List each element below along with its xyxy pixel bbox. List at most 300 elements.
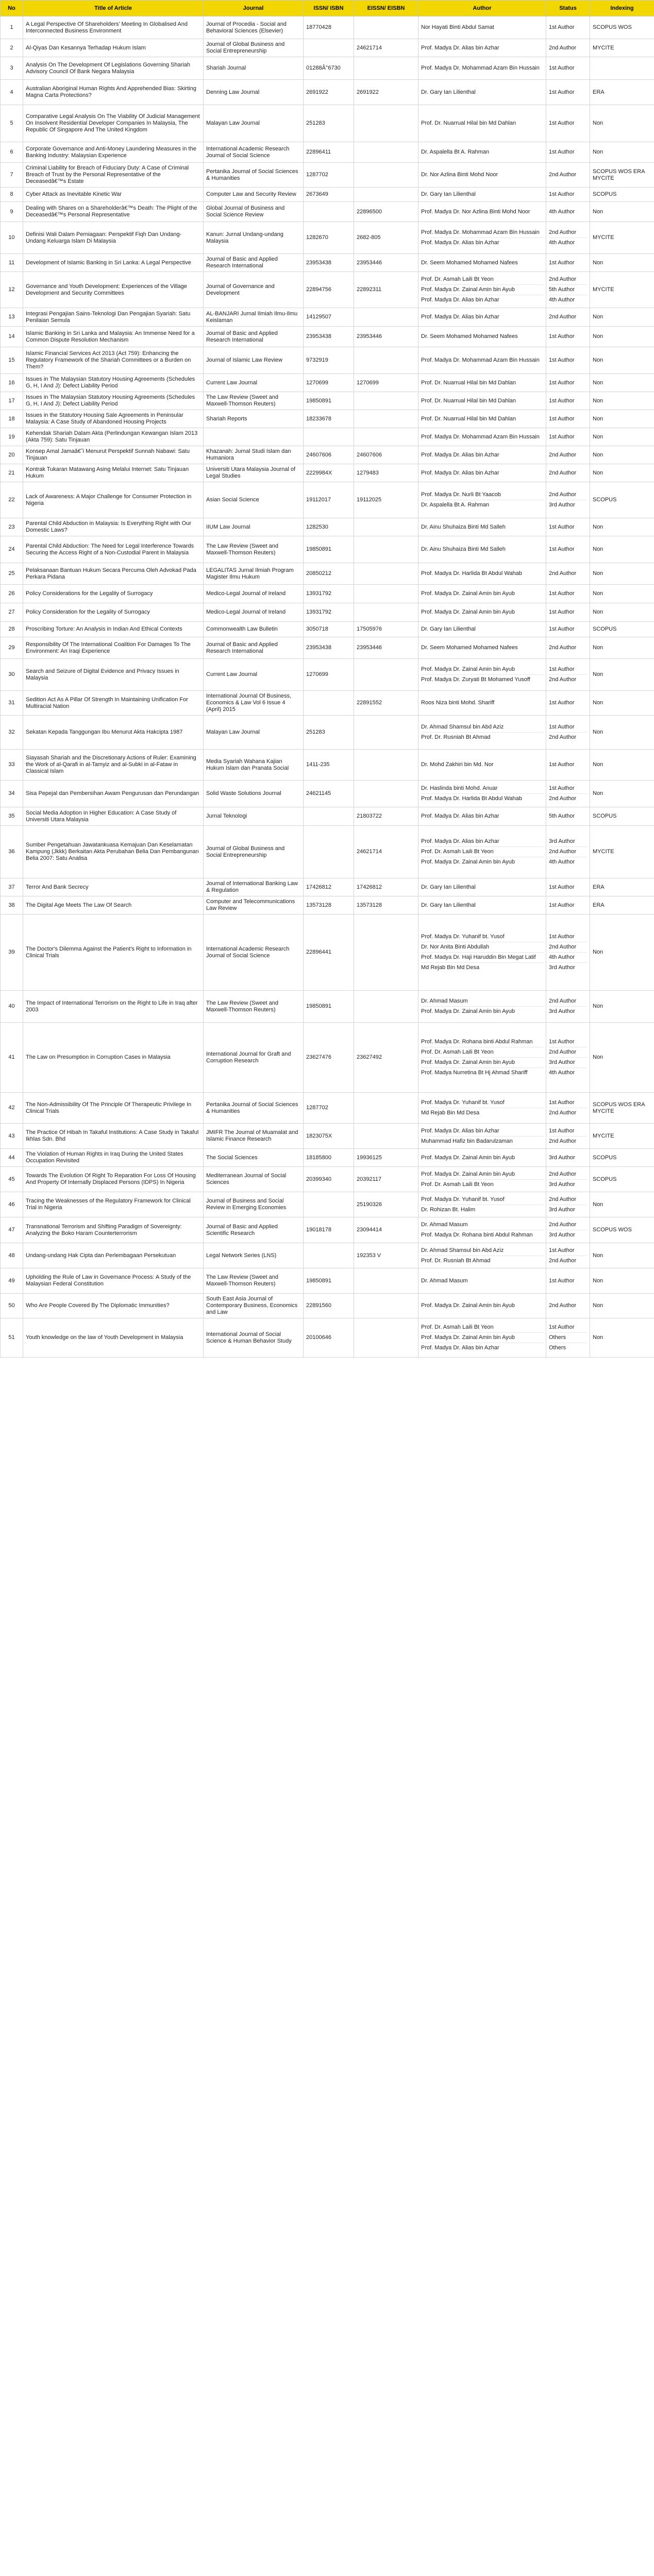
author-status: 2nd Author <box>549 645 577 651</box>
eissn-value: 22896500 <box>354 202 418 222</box>
author-status: 1st Author <box>549 89 575 95</box>
author-name: Prof. Dr. Nuarrual Hilal bin Md Dahlan <box>421 397 516 404</box>
status-cell <box>546 1268 590 1294</box>
author-status: 1st Author <box>549 191 575 197</box>
table-row <box>1 659 654 691</box>
author-status: 2nd Author <box>549 676 577 683</box>
table-row <box>1 585 654 603</box>
row-number: 28 <box>1 622 23 637</box>
indexing-value: Non <box>590 347 654 374</box>
issn-value: 14129507 <box>304 308 354 327</box>
author-status: 1st Author <box>549 761 575 768</box>
article-title: Al-Qiyas Dan Kesannya Terhadap Hukum Islam <box>23 39 204 57</box>
author-status: 2nd Author <box>549 275 587 285</box>
status-cell <box>546 914 590 991</box>
author-name: Prof. Madya Dr. Zainal Amin bin Ayub <box>421 1302 515 1309</box>
issn-value: 2691922 <box>304 80 354 105</box>
issn-value <box>304 202 354 222</box>
issn-value <box>304 691 354 716</box>
issn-value: 13573128 <box>304 896 354 914</box>
author-status: 1st Author <box>549 1126 587 1137</box>
issn-value: 1270699 <box>304 659 354 691</box>
indexing-value: Non <box>590 991 654 1023</box>
row-number: 20 <box>1 446 23 464</box>
table-row <box>1 16 654 39</box>
author-name: Prof. Dr. Nuarrual Hilal bin Md Dahlan <box>421 379 516 386</box>
journal-name: The Law Review (Sweet and Maxwell-Thomson Reuters) <box>204 536 304 563</box>
eissn-value <box>354 781 418 807</box>
author-cell <box>418 1167 546 1192</box>
journal-name: Solid Waste Solutions Journal <box>204 781 304 807</box>
indexing-value: Non <box>590 750 654 781</box>
author-status: 2nd Author <box>549 1302 577 1309</box>
indexing-value: Non <box>590 1268 654 1294</box>
author-status: 2nd Author <box>549 44 577 51</box>
journal-name: The Law Review (Sweet and Maxwell-Thomson Reuters) <box>204 392 304 410</box>
author-cell <box>418 105 546 142</box>
indexing-value: Non <box>590 536 654 563</box>
author-status: 4th Author <box>549 953 587 963</box>
issn-value <box>304 1192 354 1217</box>
journal-name: Computer Law and Security Review <box>204 188 304 202</box>
author-name: Prof. Madya Dr. Zainal Amin bin Ayub <box>421 859 515 865</box>
indexing-value: MYCITE <box>590 222 654 254</box>
table-row <box>1 446 654 464</box>
table-row <box>1 105 654 142</box>
status-cell <box>546 807 590 826</box>
status-cell <box>546 896 590 914</box>
indexing-value <box>590 57 654 80</box>
article-title: Australian Aboriginal Human Rights And Apprehended Bias: Skirting Magna Carta Protections? <box>23 80 204 105</box>
author-status: 2nd Author <box>549 795 577 802</box>
eissn-value: 1279483 <box>354 464 418 482</box>
journal-name: LEGALITAS Jurnal Ilmiah Program Magister Ilmu Hukum <box>204 563 304 585</box>
author-status: 2nd Author <box>549 1110 577 1116</box>
issn-value: 2673649 <box>304 188 354 202</box>
status-cell <box>546 563 590 585</box>
eissn-value: 20392117 <box>354 1167 418 1192</box>
author-cell <box>418 80 546 105</box>
table-row <box>1 163 654 188</box>
issn-value: 24621145 <box>304 781 354 807</box>
row-number: 19 <box>1 428 23 446</box>
table-row <box>1 202 654 222</box>
indexing-value: Non <box>590 446 654 464</box>
eissn-value <box>354 585 418 603</box>
author-cell <box>418 781 546 807</box>
table-row <box>1 1093 654 1124</box>
author-cell <box>418 254 546 272</box>
issn-value: 9732919 <box>304 347 354 374</box>
eissn-value: 17505976 <box>354 622 418 637</box>
author-status: 2nd Author <box>549 734 577 740</box>
status-cell <box>546 308 590 327</box>
status-cell <box>546 1023 590 1093</box>
row-number: 38 <box>1 896 23 914</box>
issn-value: 23627476 <box>304 1023 354 1093</box>
row-number: 15 <box>1 347 23 374</box>
row-number: 2 <box>1 39 23 57</box>
row-number: 18 <box>1 410 23 428</box>
author-name: Dr. Rohizan Bt. Halim <box>421 1206 476 1213</box>
table-row <box>1 1149 654 1167</box>
author-status: 5th Author <box>549 285 587 295</box>
author-cell <box>418 536 546 563</box>
author-name: Dr. Aspalella Bt A. Rahman <box>421 149 490 155</box>
article-title: The Violation of Human Rights in Iraq During the United States Occupation Revisited <box>23 1149 204 1167</box>
author-status: 1st Author <box>549 1037 587 1047</box>
issn-value: 23953438 <box>304 327 354 347</box>
journal-name: Shariah Journal <box>204 57 304 80</box>
table-row <box>1 896 654 914</box>
row-number: 34 <box>1 781 23 807</box>
header-journal: Journal <box>204 1 304 16</box>
author-status: 2nd Author <box>549 942 587 953</box>
journal-name: Malayan Law Journal <box>204 716 304 750</box>
author-name: Dr. Gary Ian Lilienthal <box>421 191 476 197</box>
status-cell <box>546 1167 590 1192</box>
author-status: 3rd Author <box>549 1058 587 1068</box>
row-number: 9 <box>1 202 23 222</box>
author-name: Prof. Madya Dr. Alias bin Azhar <box>421 469 499 476</box>
indexing-value: ERA <box>590 80 654 105</box>
article-title: Siayasah Shariah and the Discretionary Actions of Ruler: Examining the Work of al-Qarafi in al-Tamyiz and al-Subki in al-Fataw in Classical Islam <box>23 750 204 781</box>
status-cell <box>546 878 590 896</box>
author-status: 1st Author <box>549 1098 587 1108</box>
author-cell <box>418 464 546 482</box>
status-cell <box>546 57 590 80</box>
author-name: Prof. Madya Dr. Zainal Amin bin Ayub <box>421 1154 515 1161</box>
row-number: 12 <box>1 272 23 308</box>
journal-name: Pertanika Journal of Social Sciences & Humanities <box>204 163 304 188</box>
table-row <box>1 914 654 991</box>
author-status: 1st Author <box>549 1323 587 1333</box>
eissn-value <box>354 163 418 188</box>
author-name: Prof. Madya Nurretina Bt Hj Ahmad Shariff <box>421 1070 528 1076</box>
eissn-value <box>354 518 418 536</box>
author-status: 4th Author <box>549 240 575 246</box>
row-number: 14 <box>1 327 23 347</box>
table-row <box>1 1217 654 1243</box>
issn-value: 19850891 <box>304 1268 354 1294</box>
author-name: Prof. Madya Dr. Zainal Amin bin Ayub <box>421 665 543 675</box>
author-status: 3rd Author <box>549 1008 575 1014</box>
author-status: 1st Author <box>549 357 575 363</box>
journal-name: The Law Review (Sweet and Maxwell-Thomson Reuters) <box>204 1268 304 1294</box>
author-name: Prof. Madya Dr. Mohammad Azam Bin Hussain <box>421 357 540 363</box>
journal-name: Denning Law Journal <box>204 80 304 105</box>
author-status: 1st Author <box>549 722 587 733</box>
article-title: Kontrak Tukaran Matawang Asing Melalui Internet: Satu Tinjauan Hukum <box>23 464 204 482</box>
indexing-value: Non <box>590 308 654 327</box>
author-status: 1st Author <box>549 1277 575 1284</box>
author-status: 1st Author <box>549 700 575 706</box>
indexing-value: Non <box>590 637 654 659</box>
indexing-value: MYCITE <box>590 272 654 308</box>
author-status: 2nd Author <box>549 1170 587 1180</box>
indexing-value: Non <box>590 410 654 428</box>
article-title: Dealing with Shares on a Shareholderâ€™s Death: The Plight of the Deceasedâ€™s Personal Representative <box>23 202 204 222</box>
article-title: Pelaksanaan Bantuan Hukum Secara Percuma Oleh Advokad Pada Perkara Pidana <box>23 563 204 585</box>
indexing-value: Non <box>590 105 654 142</box>
author-status: 3rd Author <box>549 1206 575 1213</box>
author-cell <box>418 750 546 781</box>
article-title: Issues in The Malaysian Statutory Housing Agreements (Schedules G, H, I And J): Defect Liability Period <box>23 392 204 410</box>
issn-value: 1270699 <box>304 374 354 392</box>
eissn-value <box>354 659 418 691</box>
journal-name <box>204 428 304 446</box>
table-row <box>1 1192 654 1217</box>
author-status: 3rd Author <box>549 1154 575 1161</box>
author-name: Prof. Dr. Nuarrual Hilal bin Md Dahlan <box>421 120 516 126</box>
author-status: 3rd Author <box>549 1232 575 1238</box>
journal-name: Journal of Global Business and Social Entrepreneurship <box>204 826 304 878</box>
status-cell <box>546 750 590 781</box>
eissn-value <box>354 603 418 622</box>
issn-value: 251283 <box>304 716 354 750</box>
indexing-value: Non <box>590 1243 654 1268</box>
journal-name: International Academic Research Journal of Social Science <box>204 142 304 163</box>
row-number: 37 <box>1 878 23 896</box>
author-status: 1st Author <box>549 590 575 597</box>
row-number: 27 <box>1 603 23 622</box>
journal-name: Commonwealth Law Bulletin <box>204 622 304 637</box>
author-name: Dr. Gary Ian Lilienthal <box>421 89 476 95</box>
author-name: Prof. Madya Dr. Rohana binti Abdul Rahman <box>421 1232 533 1238</box>
author-status: 5th Author <box>549 813 575 819</box>
author-name: Prof. Madya Dr. Mohammad Azam Bin Hussain <box>421 228 543 238</box>
eissn-value <box>354 57 418 80</box>
table-row <box>1 536 654 563</box>
table-row <box>1 1268 654 1294</box>
journal-name: Current Law Journal <box>204 374 304 392</box>
author-cell <box>418 914 546 991</box>
author-cell <box>418 878 546 896</box>
indexing-value: ERA <box>590 878 654 896</box>
eissn-value <box>354 428 418 446</box>
row-number: 33 <box>1 750 23 781</box>
article-title: Kehendak Shariah Dalam Akta (Perlindungan Kewangan Islam 2013 (Akta 759): Satu Tinjauan <box>23 428 204 446</box>
author-name: Prof. Dr. Asmah Laili Bt Yeon <box>421 275 543 285</box>
author-name: Prof. Madya Dr. Zuryati Bt Mohamed Yusoff <box>421 676 530 683</box>
article-title: Islamic Financial Services Act 2013 (Act 759): Enhancing the Regulatory Framework of the Shariah Committees or a Burden on Them? <box>23 347 204 374</box>
author-name: Prof. Madya Dr. Alias bin Azhar <box>421 451 499 458</box>
status-cell <box>546 518 590 536</box>
table-header-row <box>1 1 654 16</box>
author-name: Prof. Madya Dr. Zainal Amin bin Ayub <box>421 285 543 295</box>
author-name: Dr. Gary Ian Lilienthal <box>421 902 476 908</box>
journal-name: Journal of Islamic Law Review <box>204 347 304 374</box>
journal-name: Medico-Legal Journal of Ireland <box>204 585 304 603</box>
header-indexing: Indexing <box>590 1 654 16</box>
table-row <box>1 80 654 105</box>
table-row <box>1 563 654 585</box>
article-title: Social Media Adoption in Higher Education: A Case Study of Universiti Utara Malaysia <box>23 807 204 826</box>
author-name: Dr. Ainu Shuhaiza Binti Md Salleh <box>421 523 506 530</box>
author-cell <box>418 637 546 659</box>
status-cell <box>546 374 590 392</box>
author-name: Nor Hayati Binti Abdul Samat <box>421 24 494 30</box>
eissn-value <box>354 105 418 142</box>
status-cell <box>546 446 590 464</box>
indexing-value: Non <box>590 716 654 750</box>
author-cell <box>418 691 546 716</box>
journal-name: Journal of Governance and Development <box>204 272 304 308</box>
status-cell <box>546 1124 590 1149</box>
author-status: 1st Author <box>549 523 575 530</box>
author-cell <box>418 1124 546 1149</box>
author-name: Prof. Madya Dr. Alias bin Azhar <box>421 837 543 847</box>
indexing-value: MYCITE <box>590 826 654 878</box>
author-status: 3rd Author <box>549 502 575 508</box>
table-row <box>1 327 654 347</box>
author-status: 1st Author <box>549 415 575 422</box>
status-cell <box>546 327 590 347</box>
author-cell <box>418 308 546 327</box>
author-status: 1st Author <box>549 379 575 386</box>
status-cell <box>546 1149 590 1167</box>
author-cell <box>418 1318 546 1358</box>
table-row <box>1 518 654 536</box>
eissn-value <box>354 410 418 428</box>
journal-name: Malayan Law Journal <box>204 105 304 142</box>
issn-value: 20100646 <box>304 1318 354 1358</box>
indexing-value: ERA <box>590 896 654 914</box>
journal-name: International Academic Research Journal of Social Science <box>204 914 304 991</box>
status-cell <box>546 482 590 518</box>
row-number: 30 <box>1 659 23 691</box>
author-name: Prof. Dr. Nuarrual Hilal bin Md Dahlan <box>421 415 516 422</box>
header-no: No <box>1 1 23 16</box>
row-number: 32 <box>1 716 23 750</box>
author-status: 4th Author <box>549 1070 575 1076</box>
article-title: Terror And Bank Secrecy <box>23 878 204 896</box>
author-status: 4th Author <box>549 859 575 865</box>
issn-value: 18185800 <box>304 1149 354 1167</box>
author-name: Roos Niza binti Mohd. Shariff <box>421 700 495 706</box>
row-number: 46 <box>1 1192 23 1217</box>
row-number: 26 <box>1 585 23 603</box>
author-cell <box>418 428 546 446</box>
indexing-value: SCOPUS WOS <box>590 16 654 39</box>
issn-value: 1411-235 <box>304 750 354 781</box>
issn-value: 23953438 <box>304 637 354 659</box>
journal-name: International Journal for Graft and Corruption Research <box>204 1023 304 1093</box>
author-name: Prof. Madya Dr. Alias bin Azhar <box>421 1345 499 1351</box>
eissn-value: 2682-805 <box>354 222 418 254</box>
status-cell <box>546 781 590 807</box>
author-status: 4th Author <box>549 297 575 303</box>
author-cell <box>418 1023 546 1093</box>
eissn-value <box>354 142 418 163</box>
table-row <box>1 622 654 637</box>
row-number: 49 <box>1 1268 23 1294</box>
author-name: Dr. Ahmad Masum <box>421 1220 543 1230</box>
table-row <box>1 1023 654 1093</box>
indexing-value: SCOPUS WOS ERA MYCITE <box>590 1093 654 1124</box>
table-row <box>1 1243 654 1268</box>
author-status: 1st Author <box>549 24 575 30</box>
author-status: 3rd Author <box>549 1181 575 1188</box>
journal-name: Pertanika Journal of Social Sciences & Humanities <box>204 1093 304 1124</box>
eissn-value <box>354 914 418 991</box>
issn-value: 23953438 <box>304 254 354 272</box>
header-title: Title of Article <box>23 1 204 16</box>
indexing-value: Non <box>590 1023 654 1093</box>
article-title: Sekatan Kepada Tanggungan Ibu Menurut Akta Hakcipta 1987 <box>23 716 204 750</box>
indexing-value: Non <box>590 585 654 603</box>
status-cell <box>546 202 590 222</box>
article-title: Undang-undang Hak Cipta dan Perlembagaan Persekutuan <box>23 1243 204 1268</box>
article-title: Search and Seizure of Digital Evidence and Privacy Issues in Malaysia <box>23 659 204 691</box>
eissn-value <box>354 1124 418 1149</box>
table-row <box>1 254 654 272</box>
author-status: 1st Author <box>549 932 587 942</box>
author-status: 2nd Author <box>549 1220 587 1230</box>
author-status: 2nd Author <box>549 1257 577 1264</box>
author-name: Prof. Madya Dr. Alias bin Azhar <box>421 813 499 819</box>
row-number: 3 <box>1 57 23 80</box>
indexing-value: Non <box>590 254 654 272</box>
article-title: Integrasi Pengajian Sains-Teknologi Dan Pengajian Syariah: Satu Penilaian Semula <box>23 308 204 327</box>
author-cell <box>418 1217 546 1243</box>
issn-value <box>304 1243 354 1268</box>
eissn-value: 23094414 <box>354 1217 418 1243</box>
eissn-value: 19936125 <box>354 1149 418 1167</box>
row-number: 48 <box>1 1243 23 1268</box>
table-row <box>1 750 654 781</box>
author-cell <box>418 896 546 914</box>
author-name: Prof. Dr. Asmah Laili Bt Yeon <box>421 847 543 857</box>
journal-name: Media Syariah Wahana Kajian Hukum Islam dan Pranata Social <box>204 750 304 781</box>
issn-value: 01288Â°6730 <box>304 57 354 80</box>
article-title: Issues in the Statutory Housing Sale Agreements in Peninsular Malaysia: A Case Study of Abandoned Housing Projects <box>23 410 204 428</box>
author-cell <box>418 272 546 308</box>
table-row <box>1 464 654 482</box>
status-cell <box>546 163 590 188</box>
row-number: 11 <box>1 254 23 272</box>
header-status: Status <box>546 1 590 16</box>
status-cell <box>546 1294 590 1318</box>
table-row <box>1 57 654 80</box>
issn-value: 3050718 <box>304 622 354 637</box>
status-cell <box>546 1093 590 1124</box>
author-name: Dr. Haslinda binti Mohd. Anuar <box>421 784 543 794</box>
status-cell <box>546 464 590 482</box>
indexing-value: Non <box>590 1192 654 1217</box>
author-status: 2nd Author <box>549 451 577 458</box>
article-title: Cyber Attack as Inevitable Kinetic War <box>23 188 204 202</box>
article-title: The Practice Of Hibah In Takaful Institutions: A Case Study in Takaful Ikhlas Sdn. Bhd <box>23 1124 204 1149</box>
table-row <box>1 222 654 254</box>
issn-value: 1287702 <box>304 1093 354 1124</box>
article-title: Transnational Terrorism and Shifting Paradigm of Sovereignty: Analyzing the Boko Haram Counterterrorism <box>23 1217 204 1243</box>
journal-name: Journal of Procedia - Social and Behavioral Sciences (Elsevier) <box>204 16 304 39</box>
article-title: Comparative Legal Analysis On The Viability Of Judicial Management On Insolvent Residential Developer Companies In Malaysia, The Republic Of Singapore And The United Kingdom <box>23 105 204 142</box>
author-name: Prof. Madya Dr. Zainal Amin bin Ayub <box>421 1058 543 1068</box>
journal-name: Kanun: Jurnal Undang-undang Malaysia <box>204 222 304 254</box>
article-title: Sumber Pengetahuan Jawatankuasa Kemajuan Dan Keselamatan Kampung (Jkkk) Berkaitan Akta Perubahan Belia Dan Pembangunan Belia 2007: Satu Analisa <box>23 826 204 878</box>
author-cell <box>418 716 546 750</box>
author-status: 2nd Author <box>549 172 577 178</box>
author-name: Dr. Gary Ian Lilienthal <box>421 626 476 632</box>
author-name: Dr. Seem Mohamed Mohamed Nafees <box>421 259 518 266</box>
journal-name: AL-BANJARI Jurnal Ilmiah Ilmu-Ilmu Keislaman <box>204 308 304 327</box>
author-status: 1st Author <box>549 1246 587 1256</box>
journal-name: South East Asia Journal of Contemporary Business, Economics and Law <box>204 1294 304 1318</box>
issn-value: 22894756 <box>304 272 354 308</box>
journal-name: Journal of Basic and Applied Scientific Research <box>204 1217 304 1243</box>
